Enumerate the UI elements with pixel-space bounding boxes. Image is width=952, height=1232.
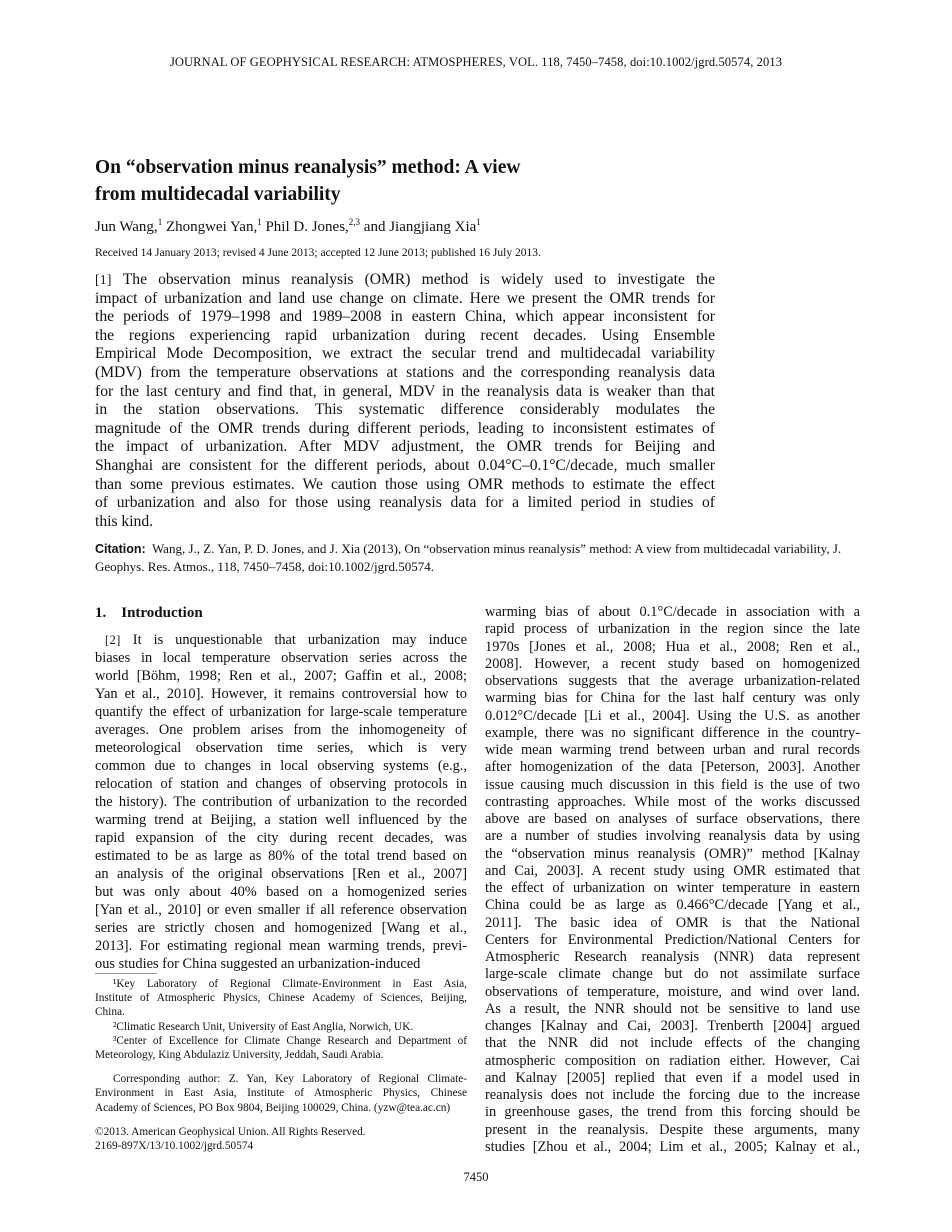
right-column — [485, 604, 860, 1156]
received-dates: Received 14 January 2013; revised 4 June 2013; accepted 12 June 2013; published 16 July 2013. — [95, 247, 541, 259]
author-affiliation: 1 — [257, 217, 262, 227]
citation-text: Wang, J., Z. Yan, P. D. Jones, and J. Xia (2013), On “observation minus reanalysis” method: A view from multidecadal variability, J. Geophys. Res. Atmos., 118, 7450–7458, doi:10.1002/jgrd.50574. — [95, 541, 842, 574]
text-line: the regions experiencing rapid urbanization during recent decades. Using Ensemble — [95, 326, 715, 344]
text-line: atmospheric composition on radiation either. However, Cai — [485, 1052, 860, 1069]
paragraph-number: [1] — [95, 272, 112, 287]
text-line: wide mean warming trend between urban and rural records — [485, 742, 860, 758]
text-line: Atmospheric Research reanalysis (NNR) data represent — [485, 949, 860, 965]
text-line: that the NNR did not include effects of the changing — [485, 1035, 860, 1052]
text-line: series are strictly chosen and homogenized [Wang et al., — [95, 920, 467, 936]
text-line: changes [Kalnay and Cai, 2003]. Trenberth [2004] argued — [485, 1018, 860, 1034]
footnote-gap — [95, 1062, 467, 1072]
footnotes — [95, 977, 467, 1153]
footnote-line: Institute of Atmospheric Physics, Chinese Academy of Sciences, Beijing, — [95, 992, 467, 1005]
text-line: an analysis of the original observations [Ren et al., 2007] — [95, 866, 467, 882]
text-line: above are based on analyses of surface observations, there — [485, 811, 860, 827]
abstract — [95, 271, 715, 531]
section-heading: 1. Introduction — [95, 605, 203, 621]
text-line: in greenhouse gases, the trend from this forcing should be — [485, 1104, 860, 1121]
text-line: common due to changes in local observing systems (e.g., — [95, 758, 467, 774]
title-line: On “observation minus reanalysis” method: A view — [95, 157, 521, 178]
text-line: meteorological observation time series, which is very — [95, 740, 467, 756]
author-affiliation: 1 — [157, 217, 163, 227]
text-line: Empirical Mode Decomposition, we extract the secular trend and multidecadal variability — [95, 345, 715, 363]
text-line: biases in local temperature observation series across the — [95, 650, 467, 666]
author-name: Zhongwei Yan, — [165, 219, 258, 235]
text-line: in the station observations. This systematic difference considerably modulates the — [95, 401, 715, 419]
text-line: the effect of urbanization on winter temperature in eastern — [485, 880, 860, 896]
text-line: Centers for Environmental Prediction/National Centers for — [485, 931, 860, 948]
text-line: magnitude of the OMR trends during different periods, leading to inconsistent estimates of — [95, 419, 715, 437]
text-line: rapid process of urbanization in the region since the late — [485, 621, 860, 638]
footnote-line: ²Climatic Research Unit, University of East Anglia, Norwich, UK. — [113, 1020, 414, 1033]
author-affiliation: 1 — [476, 217, 481, 227]
text-line: issue causing much discussion in this field is the use of two — [485, 776, 860, 793]
text-line: As a result, the NNR should not be sensitive to land use — [485, 1000, 860, 1017]
text-line: warming bias for China for the last half century was only — [485, 690, 860, 707]
citation — [95, 540, 860, 576]
text-line: quantify the effect of urbanization for large-scale temperature — [95, 704, 467, 720]
footnote-line: ¹Key Laboratory of Regional Climate-Environment in East Asia, — [113, 978, 467, 990]
text-line: [2] It is unquestionable that urbanization may induce — [105, 632, 467, 648]
text-line: the “observation minus reanalysis (OMR)” method [Kalnay — [485, 845, 860, 862]
footnote-line: Academy of Sciences, PO Box 9804, Beijing 100029, China. (yzw@tea.ac.cn) — [95, 1101, 451, 1114]
citation-label: Citation: — [95, 542, 146, 556]
text-line: large-scale climate change but do not assimilate surface — [485, 966, 860, 983]
footnote-line: Environment in East Asia, Institute of Atmospheric Physics, Chinese — [95, 1087, 467, 1100]
paragraph-number: [2] — [105, 633, 121, 647]
text-line: Yan et al., 2010]. However, it remains controversial how to — [95, 686, 467, 702]
text-line: example, there was no significant difference in the country- — [485, 724, 860, 741]
text-line: 2011]. The basic idea of OMR is that the National — [485, 914, 860, 931]
text-line: contrasting approaches. While most of the works discussed — [485, 793, 860, 810]
text-line: Shanghai are consistent for the different periods, about 0.04°C–0.1°C/decade, much smaller — [95, 456, 715, 474]
text-line: [1] The observation minus reanalysis (OMR) method is widely used to investigate the — [95, 271, 715, 288]
text-line: 2013]. For estimating regional mean warming trends, previ- — [95, 938, 467, 954]
text-line: observations suggests that the average urbanization-related — [485, 673, 860, 689]
text-line: rapid expansion of the city during recent decades, was — [95, 830, 467, 846]
footnote-gap — [95, 1115, 467, 1125]
text-line: ous studies for China suggested an urbanization-induced — [95, 956, 421, 972]
text-line: 2008]. However, a recent study based on homogenized — [485, 655, 860, 672]
text-line: are a number of studies involving reanalysis data by using — [485, 828, 860, 845]
running-head: JOURNAL OF GEOPHYSICAL RESEARCH: ATMOSPHERES, VOL. 118, 7450–7458, doi:10.1002/jgrd.50574, 2013 — [169, 55, 783, 69]
author-affiliation: 2,3 — [348, 217, 361, 227]
text-line: for the last century and find that, in general, MDV in the reanalysis data is weaker than that — [95, 382, 715, 400]
text-line: warming trend at Beijing, a station well influenced by the — [95, 812, 467, 828]
footnote-divider — [95, 973, 157, 974]
text-line: but was only about 40% based on a homogenized series — [95, 884, 467, 900]
text-line: 1970s [Jones et al., 2008; Hua et al., 2008; Ren et al., — [485, 638, 860, 655]
title-line: from multidecadal variability — [95, 184, 341, 205]
text-line: studies [Zhou et al., 2004; Lim et al., 2005; Kalnay et al., — [485, 1138, 860, 1155]
text-line: China could be as large as 0.466°C/decade [Yang et al., — [485, 897, 860, 914]
author-list — [95, 217, 481, 236]
text-line: relocation of station and changes of observing protocols in — [95, 776, 467, 792]
text-line: world [Böhm, 1998; Ren et al., 2007; Gaffin et al., 2008; — [95, 668, 467, 684]
text-line: 0.012°C/decade [Li et al., 2004]. Using the U.S. as another — [485, 707, 860, 724]
text-line: observations of temperature, moisture, and wind over land. — [485, 983, 860, 1000]
text-line: averages. One problem arises from the inhomogeneity of — [95, 722, 467, 738]
left-column — [95, 631, 467, 973]
text-line: impact of urbanization and land use change on climate. Here we present the OMR trends for — [95, 289, 715, 307]
footnote-line: Meteorology, King Abdulaziz University, Jeddah, Saudi Arabia. — [95, 1048, 384, 1061]
text-line: the impact of urbanization. After MDV adjustment, the OMR trends for Beijing and — [95, 438, 715, 456]
text-line: than some previous estimates. We caution those using OMR methods to estimate the effect — [95, 475, 715, 493]
paper-title — [95, 154, 520, 208]
text-line: the history). The contribution of urbanization to the recorded — [95, 794, 467, 810]
text-line: warming bias of about 0.1°C/decade in association with a — [485, 604, 860, 620]
text-line: after homogenization of the data [Peterson, 2003]. Another — [485, 759, 860, 776]
text-line: the periods of 1979–1998 and 1989–2008 in eastern China, which appear inconsistent for — [95, 308, 715, 326]
footnote-line: ³Center of Excellence for Climate Change Research and Department of — [113, 1034, 467, 1047]
footnote-line: Corresponding author: Z. Yan, Key Laboratory of Regional Climate- — [113, 1073, 467, 1086]
text-line: and Cai, 2003]. A recent study using OMR estimated that — [485, 862, 860, 879]
text-line: present in the reanalysis. Despite these arguments, many — [485, 1121, 860, 1138]
text-line: of urbanization and also for those using reanalysis data for a limited period in studies of — [95, 494, 715, 512]
text-line: estimated to be as large as 80% of the total trend based on — [95, 848, 467, 864]
text-line: reanalysis does not include the forcing due to the increase — [485, 1087, 860, 1103]
author-name: Jun Wang, — [95, 219, 158, 235]
text-line: this kind. — [95, 512, 154, 530]
author-name: and Jiangjiang Xia — [363, 219, 477, 235]
footnote-line: ©2013. American Geophysical Union. All Rights Reserved. — [95, 1125, 366, 1138]
footnote-line: China. — [95, 1006, 125, 1019]
text-line: and Kalnay [2005] replied that even if a model used in — [485, 1069, 860, 1086]
text-line: (MDV) from the temperature observations at stations and the corresponding reanalysis data — [95, 363, 715, 381]
footnote-line: 2169-897X/13/10.1002/jgrd.50574 — [95, 1139, 254, 1152]
page-number: 7450 — [463, 1170, 489, 1184]
text-line: [Yan et al., 2010] or even smaller if all reference observation — [95, 902, 467, 918]
author-name: Phil D. Jones, — [265, 219, 349, 235]
